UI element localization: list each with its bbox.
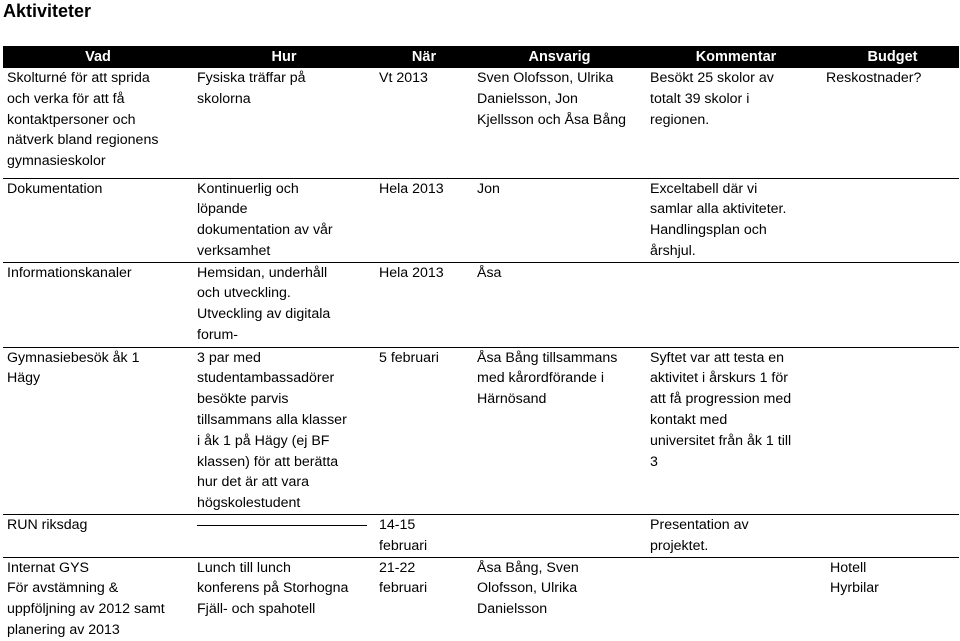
cell-vad: RUN riksdag bbox=[3, 515, 193, 558]
cell-kommentar: Presentation av projektet. bbox=[646, 515, 826, 558]
cell-ansvarig: Åsa bbox=[473, 262, 646, 347]
cell-budget: Hotell Hyrbilar bbox=[830, 559, 879, 597]
cell-hur: Lunch till lunch konferens på Storhogna Fjäll- och spahotell bbox=[197, 559, 349, 618]
cell-vad: Informationskanaler bbox=[3, 262, 193, 347]
table-row bbox=[3, 68, 959, 178]
header-budget: Budget bbox=[826, 46, 959, 68]
table-row bbox=[3, 515, 959, 558]
cell-vad: Dokumentation bbox=[3, 178, 193, 262]
cell-hur: 3 par med studentambassadörer besökte parvis tillsammans alla klasser i åk 1 på Hägy (ej BF klassen) för att berätta hur det är att vara högskolestudent bbox=[193, 347, 375, 514]
table-row bbox=[3, 262, 959, 347]
cell-kommentar bbox=[646, 262, 826, 347]
cell-vad: Skolturné för att sprida och verka för att få kontaktpersoner och nätverk bland regionens gymnasieskolor bbox=[3, 68, 193, 178]
cell-budget bbox=[826, 515, 959, 558]
cell-nar: 21-22 februari bbox=[379, 559, 428, 597]
header-hur: Hur bbox=[193, 46, 375, 68]
cell-ansvarig: Åsa Bång tillsammans med kårordförande i Härnösand bbox=[473, 347, 646, 514]
cell-budget bbox=[826, 262, 959, 347]
cell-vad: Internat GYS För avstämning & uppföljning av 2012 samt planering av 2013 bbox=[7, 559, 165, 639]
cell-vad: Gymnasiebesök åk 1 Hägy bbox=[3, 347, 193, 514]
header-vad: Vad bbox=[3, 46, 193, 68]
empty-cell-rule bbox=[197, 525, 367, 526]
cell-nar: 14-15 februari bbox=[375, 515, 473, 558]
cell-nar: Hela 2013 bbox=[375, 262, 473, 347]
cell-ansvarig: Jon bbox=[473, 178, 646, 262]
cell-nar: Vt 2013 bbox=[375, 68, 473, 178]
table-row bbox=[3, 557, 959, 641]
cell-hur bbox=[193, 515, 375, 558]
cell-budget: Reskostnader? bbox=[826, 68, 959, 178]
cell-hur: Fysiska träffar på skolorna bbox=[193, 68, 375, 178]
cell-kommentar bbox=[646, 557, 826, 641]
header-nar: När bbox=[375, 46, 473, 68]
cell-hur: Hemsidan, underhåll och utveckling. Utveckling av digitala forum- bbox=[193, 262, 375, 347]
cell-budget bbox=[826, 178, 959, 262]
cell-nar: Hela 2013 bbox=[375, 178, 473, 262]
cell-ansvarig bbox=[473, 515, 646, 558]
header-ansvarig: Ansvarig bbox=[473, 46, 646, 68]
cell-ansvarig: Åsa Bång, Sven Olofsson, Ulrika Danielsson bbox=[477, 559, 579, 618]
cell-kommentar: Exceltabell där vi samlar alla aktiviteter. Handlingsplan och årshjul. bbox=[646, 178, 826, 262]
cell-budget bbox=[826, 347, 959, 514]
page-title: Aktiviteter bbox=[3, 1, 92, 21]
table-row bbox=[3, 347, 959, 514]
cell-hur: Kontinuerlig och löpande dokumentation av vår verksamhet bbox=[193, 178, 375, 262]
activities-table bbox=[3, 46, 959, 641]
header-kommentar: Kommentar bbox=[646, 46, 826, 68]
cell-ansvarig: Sven Olofsson, Ulrika Danielsson, Jon Kjellsson och Åsa Bång bbox=[473, 68, 646, 178]
cell-kommentar: Besökt 25 skolor av totalt 39 skolor i regionen. bbox=[646, 68, 826, 178]
table-header-row bbox=[3, 46, 959, 68]
cell-nar: 5 februari bbox=[375, 347, 473, 514]
cell-kommentar: Syftet var att testa en aktivitet i årskurs 1 för att få progression med kontakt med universitet från åk 1 till 3 bbox=[646, 347, 826, 514]
table-row bbox=[3, 178, 959, 262]
